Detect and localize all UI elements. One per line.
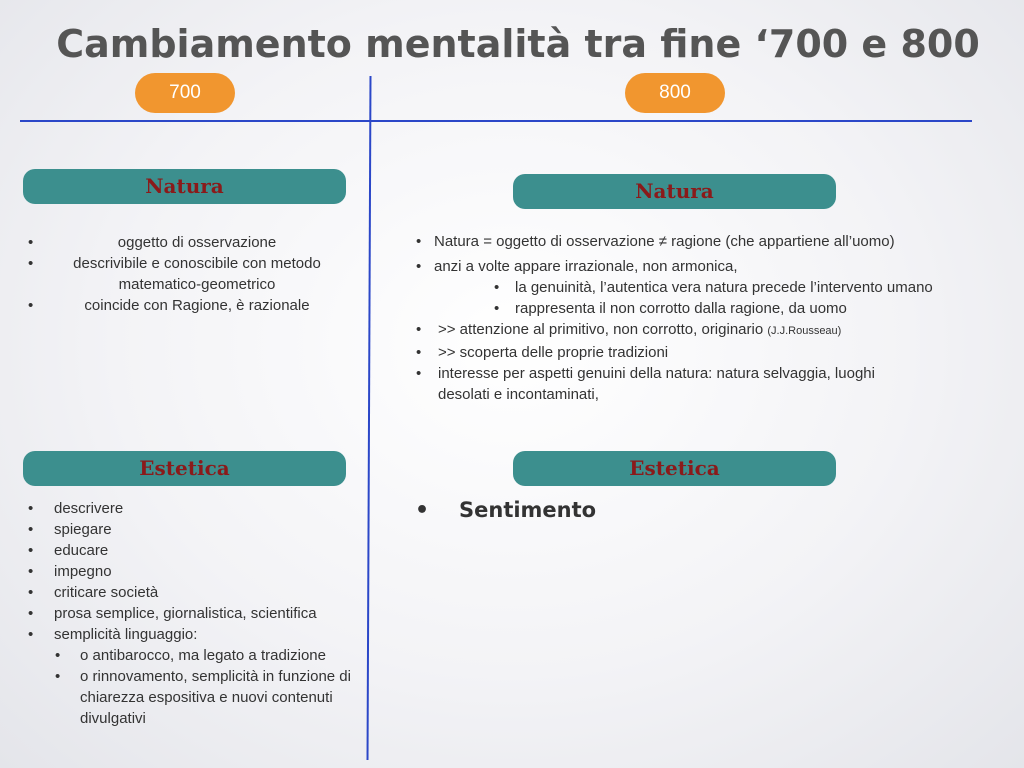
horizontal-divider [20,120,972,122]
list-subitem: • o antibarocco, ma legato a tradizione [22,645,352,666]
list-item: • coincide con Ragione, è razionale [22,295,352,316]
list-item: • anzi a volte appare irrazionale, non armonica, [412,256,982,277]
list-subitem: • o rinnovamento, semplicità in funzione di chiarezza espositiva e nuovi contenuti divulgativi [22,666,352,729]
rousseau-citation: (J.J.Rousseau) [767,325,842,337]
list-item: • criticare società [22,582,352,603]
list-item: • >> scoperta delle proprie tradizioni [412,342,982,363]
left-estetica-header: Estetica [23,451,346,486]
list-item: • educare [22,540,352,561]
list-item: • oggetto di osservazione [22,232,352,253]
right-natura-list [412,231,982,405]
list-subitem: • rappresenta il non corrotto dalla ragione, da uomo [412,298,982,319]
list-item: • descrivibile e conoscibile con metodo matematico-geometrico [22,253,352,295]
left-natura-list [22,232,352,316]
right-natura-header: Natura [513,174,836,209]
list-item-text: Sentimento [459,498,597,522]
list-item: • impegno [22,561,352,582]
column-label-700: 700 [135,73,235,113]
list-item-text: >> attenzione al primitivo, non corrotto, originario [438,321,764,338]
right-estetica-header: Estetica [513,451,836,486]
column-label-800: 800 [625,73,725,113]
list-subitem: • la genuinità, l’autentica vera natura precede l’intervento umano [412,277,982,298]
vertical-divider [367,76,372,760]
list-item: • interesse per aspetti genuini della natura: natura selvaggia, luoghi desolati e incontaminati, [412,363,982,405]
list-item: • spiegare [22,519,352,540]
list-item: • Natura = oggetto di osservazione ≠ ragione (che appartiene all’uomo) [412,231,982,252]
left-estetica-list [22,498,352,729]
slide-title: Cambiamento mentalità tra fine ‘700 e 800 [56,22,980,66]
list-item: • descrivere [22,498,352,519]
list-item: • prosa semplice, giornalistica, scientifica [22,603,352,624]
left-natura-header: Natura [23,169,346,204]
bullet: • [415,498,430,523]
list-item: • semplicità linguaggio: [22,624,352,645]
list-item [412,319,982,342]
